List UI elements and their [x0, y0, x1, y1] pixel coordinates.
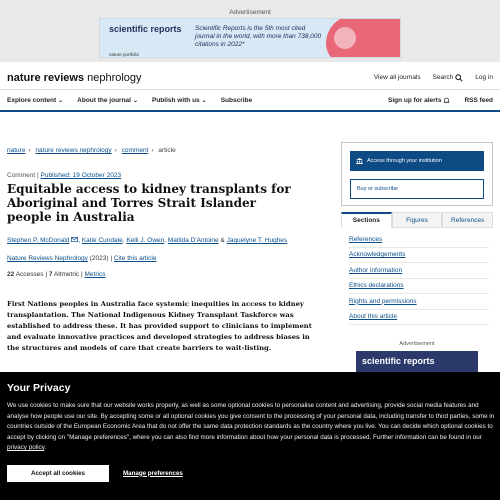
nav-publish-with-us[interactable]: Publish with us ⌄: [152, 96, 207, 104]
breadcrumb-item[interactable]: nature: [7, 147, 26, 154]
rss-feed-link[interactable]: RSS feed: [464, 96, 493, 104]
institution-access-button[interactable]: Access through your institution: [350, 151, 484, 171]
ad-brand: scientific reports nature portfolio: [109, 24, 182, 57]
breadcrumb: nature › nature reviews nephrology › comment › article: [7, 147, 176, 154]
article-title: Equitable access to kidney transplants for Aboriginal and Torres Strait Islander people in Australia: [7, 182, 291, 224]
search-icon: [455, 74, 463, 82]
institution-icon: [356, 158, 363, 164]
ad-graphic-dot: [334, 27, 356, 49]
section-links: [349, 232, 489, 325]
author-link[interactable]: Kelli J. Owen: [126, 237, 165, 244]
nav-subscribe[interactable]: Subscribe: [220, 96, 253, 104]
bell-icon: [443, 97, 450, 104]
article-abstract: First Nations peoples in Australia face systemic inequities in access to kidney transplantation. The National Indigenous Kidney Transplant Taskforce was established to address these. It has provided support to clinicians to implement and evaluate innovative practices and developed strategies to address biases in the structures and models of care that create barriers to wait-listing.: [7, 300, 312, 352]
section-link-about[interactable]: About this article: [349, 310, 489, 326]
sidebar-ad[interactable]: scientific reports: [356, 351, 478, 381]
ad-label: Advertisement: [229, 9, 271, 16]
ad-banner[interactable]: [99, 18, 401, 58]
section-link-acknowledgements[interactable]: Acknowledgements: [349, 248, 489, 264]
author-list: Stephen P. McDonald , Katie Cundale, Kelli J. Owen, Matilda D'Antoine & Jaquelyne T. Hughes: [7, 237, 288, 244]
ad-text: Scientific Reports is the 5th most cited journal in the world, with more than 738,000 citations in 2022*: [195, 25, 322, 48]
breadcrumb-item[interactable]: nature reviews nephrology: [35, 147, 112, 154]
author-link[interactable]: Stephen P. McDonald: [7, 237, 70, 244]
breadcrumb-item[interactable]: comment: [121, 147, 149, 154]
section-link-references[interactable]: References: [349, 232, 489, 248]
cookie-title: Your Privacy: [7, 382, 71, 394]
section-link-ethics[interactable]: Ethics declarations: [349, 279, 489, 295]
author-link[interactable]: Katie Cundale: [81, 237, 123, 244]
cookie-text: We use cookies to make sure that our website works properly, as well as some optional cookies to personalise content and advertising, provide social media features and analyse how people use our site. By accepting some or all optional cookies you give consent to the processing of your personal data, including transfer to third parties, some in countries outside of the European Economic Area that do not offer the same data protection standards as the country where you live. You can decide which optional cookies to accept by clicking on "Manage preferences", where you can also find more information about how your personal data is processed. Further information can be found in our privacy policy.: [7, 402, 495, 451]
metrics-link[interactable]: Metrics: [84, 271, 106, 278]
cookie-banner: [0, 372, 500, 500]
site-header: [0, 66, 500, 90]
chevron-down-icon: ⌄: [132, 97, 138, 104]
tab-figures[interactable]: Figures: [392, 212, 443, 228]
tab-references[interactable]: References: [442, 212, 493, 228]
main-nav: [0, 90, 500, 112]
article-type: Comment: [7, 172, 36, 179]
manage-preferences-button[interactable]: Manage preferences: [123, 469, 183, 477]
section-link-rights[interactable]: Rights and permissions: [349, 294, 489, 310]
author-link[interactable]: Matilda D'Antoine: [167, 237, 219, 244]
privacy-policy-link[interactable]: privacy policy: [7, 444, 45, 451]
email-icon[interactable]: [71, 237, 78, 242]
top-ad-region: [0, 0, 500, 62]
published-date: Published: 19 October 2023: [40, 172, 122, 179]
nav-about-journal[interactable]: About the journal ⌄: [77, 96, 138, 104]
sidebar-tabs: [341, 212, 493, 228]
buy-subscribe-button[interactable]: Buy or subscribe: [350, 179, 484, 199]
article-metrics: 22 Accesses | 7 Altmetric | Metrics: [7, 271, 106, 278]
journal-name-link[interactable]: Nature Reviews Nephrology: [7, 255, 88, 262]
login-link[interactable]: Log in: [475, 74, 493, 81]
chevron-down-icon: ⌄: [201, 97, 207, 104]
search-button[interactable]: Search: [433, 74, 464, 82]
breadcrumb-current: article: [158, 147, 176, 154]
signup-alerts-link[interactable]: Sign up for alerts: [388, 97, 450, 104]
sidebar-ad-label: Advertisement: [399, 341, 435, 347]
accept-cookies-button[interactable]: Accept all cookies: [7, 465, 109, 482]
article-meta: Comment | Published: 19 October 2023: [7, 172, 122, 179]
journal-logo[interactable]: nature reviews nephrology: [7, 71, 142, 84]
section-link-author-information[interactable]: Author information: [349, 263, 489, 279]
nav-explore-content[interactable]: Explore content ⌄: [7, 96, 64, 104]
journal-citation: Nature Reviews Nephrology (2023) | Cite this article: [7, 255, 157, 262]
view-all-journals-link[interactable]: View all journals: [373, 74, 421, 81]
chevron-down-icon: ⌄: [58, 97, 64, 104]
cite-article-link[interactable]: Cite this article: [113, 255, 157, 262]
tab-sections[interactable]: Sections: [341, 212, 392, 228]
access-box: [341, 142, 493, 206]
author-link[interactable]: Jaquelyne T. Hughes: [226, 237, 288, 244]
